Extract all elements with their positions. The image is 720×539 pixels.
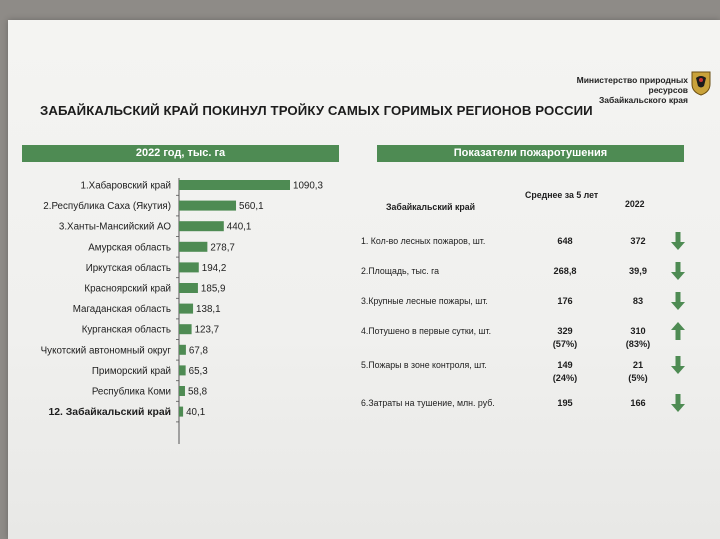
value-label: 138,1 bbox=[196, 304, 221, 316]
value-label: 440,1 bbox=[226, 221, 252, 233]
arrow-down-icon bbox=[671, 232, 685, 250]
category-label: 3.Ханты-Мансийский АО bbox=[58, 221, 171, 233]
row-label: 5.Пожары в зоне контроля, шт. bbox=[361, 360, 487, 370]
category-label: 2.Республика Саха (Якутия) bbox=[43, 201, 171, 213]
table-title-banner: Показатели пожаротушения bbox=[377, 145, 684, 162]
region-label: Забайкальский край bbox=[386, 202, 476, 212]
category-label: Чукотский автономный округ bbox=[40, 345, 171, 357]
bar bbox=[179, 283, 198, 293]
year-value: 310 bbox=[630, 326, 646, 336]
page-title: ЗАБАЙКАЛЬСКИЙ КРАЙ ПОКИНУЛ ТРОЙКУ САМЫХ ГОРИМЫХ РЕГИОНОВ РОССИИ bbox=[40, 103, 593, 118]
bar bbox=[179, 324, 192, 334]
avg-value: 176 bbox=[557, 296, 573, 306]
year-value: 21 bbox=[632, 360, 644, 370]
value-label: 185,9 bbox=[200, 283, 226, 295]
arrow-down-icon bbox=[671, 394, 685, 412]
value-label: 123,7 bbox=[194, 324, 220, 336]
ministry-line-1: Министерство природных ресурсов bbox=[576, 75, 688, 95]
ministry-line-2: Забайкальского края bbox=[598, 95, 688, 105]
avg-value: 329 bbox=[557, 326, 573, 336]
arrow-up-icon bbox=[671, 322, 685, 340]
bar bbox=[179, 201, 236, 211]
col-header-year: 2022 bbox=[625, 199, 645, 209]
category-label: Курганская область bbox=[81, 324, 171, 336]
category-label: Приморский край bbox=[91, 365, 171, 377]
row-label: 2.Площадь, тыс. га bbox=[361, 266, 440, 276]
value-label: 1090,3 bbox=[293, 180, 323, 192]
avg-percent: (24%) bbox=[552, 373, 578, 383]
year-percent: (5%) bbox=[628, 373, 648, 383]
year-percent: (83%) bbox=[625, 339, 651, 349]
arrow-down-icon bbox=[671, 356, 685, 374]
value-label: 67,8 bbox=[188, 345, 208, 357]
bar bbox=[179, 365, 186, 375]
value-label: 194,2 bbox=[201, 262, 227, 274]
value-label: 58,8 bbox=[187, 386, 208, 398]
avg-value: 195 bbox=[557, 398, 573, 408]
row-label: 1. Кол-во лесных пожаров, шт. bbox=[361, 236, 486, 246]
bar bbox=[179, 221, 224, 231]
category-label: Республика Коми bbox=[91, 386, 171, 398]
category-label: Амурская область bbox=[88, 242, 171, 254]
bar bbox=[179, 345, 186, 355]
category-label: Иркутская область bbox=[85, 262, 171, 274]
category-label: 1.Хабаровский край bbox=[80, 180, 171, 192]
row-label: 4.Потушено в первые сутки, шт. bbox=[361, 326, 492, 336]
row-label: 6.Затраты на тушение, млн. руб. bbox=[361, 398, 495, 408]
category-label: Магаданская область bbox=[72, 304, 171, 316]
avg-value: 648 bbox=[557, 236, 573, 246]
year-value: 39,9 bbox=[629, 266, 647, 276]
avg-percent: (57%) bbox=[552, 339, 578, 349]
bar bbox=[179, 407, 183, 417]
year-value: 166 bbox=[630, 398, 646, 408]
value-label: 40,1 bbox=[186, 407, 206, 419]
row-label: 3.Крупные лесные пожары, шт. bbox=[361, 296, 488, 306]
avg-value: 149 bbox=[557, 360, 573, 370]
category-label: Красноярский край bbox=[84, 283, 171, 295]
category-label: 12. Забайкальский край bbox=[48, 407, 171, 419]
bar bbox=[179, 386, 185, 396]
year-value: 372 bbox=[630, 236, 646, 246]
bar bbox=[179, 262, 199, 272]
bar bbox=[179, 180, 290, 190]
avg-value: 268,8 bbox=[553, 266, 577, 276]
value-label: 65,3 bbox=[188, 365, 208, 377]
value-label: 278,7 bbox=[210, 242, 235, 254]
year-value: 83 bbox=[632, 296, 644, 306]
value-label: 560,1 bbox=[239, 201, 264, 213]
bar bbox=[179, 304, 193, 314]
bar bbox=[179, 242, 207, 252]
arrow-down-icon bbox=[671, 262, 685, 280]
chart-title-banner: 2022 год, тыс. га bbox=[22, 145, 339, 162]
col-header-avg: Среднее за 5 лет bbox=[525, 190, 599, 200]
arrow-down-icon bbox=[671, 292, 685, 310]
